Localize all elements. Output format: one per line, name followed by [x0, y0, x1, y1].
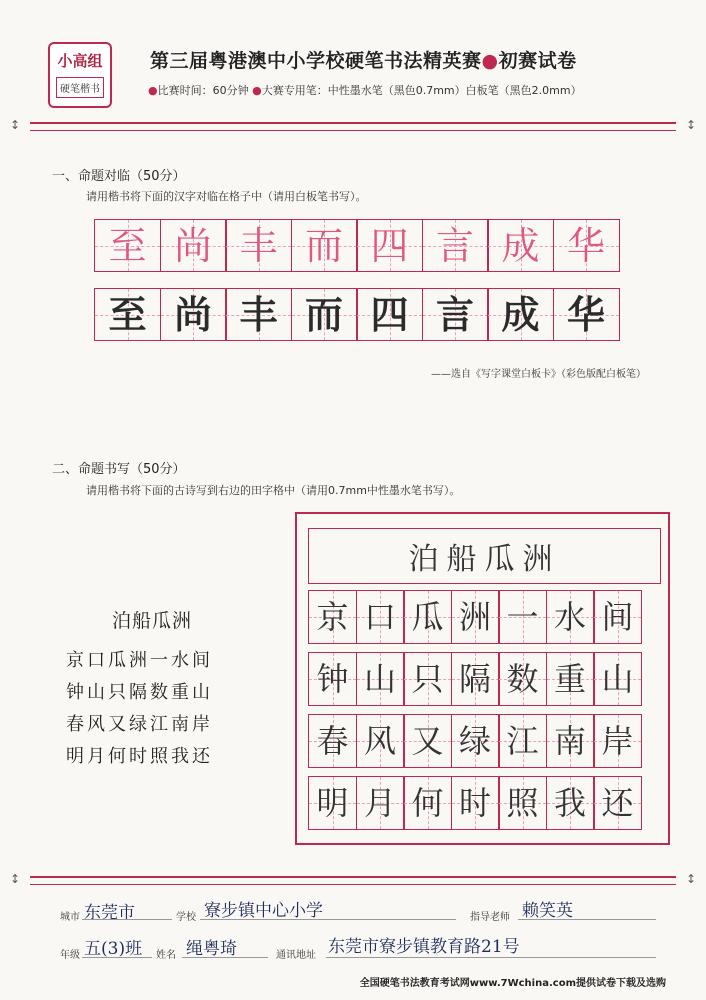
title-main: 第三届粤港澳中小学校硬笔书法精英赛 — [150, 50, 482, 72]
top-divider — [30, 122, 676, 131]
source-note: ——选自《写字课堂白板卡》（彩色版配白板笔） — [431, 369, 646, 380]
written-title: 泊船瓜洲 — [408, 542, 561, 577]
written-cell: 钟 — [308, 652, 357, 706]
written-row — [308, 590, 641, 644]
written-cell: 一 — [498, 590, 547, 644]
copy-cell: 成 — [487, 288, 554, 341]
address-underline — [326, 957, 656, 958]
copy-cell: 华 — [553, 288, 620, 341]
written-cell: 数 — [498, 652, 547, 706]
poem-line: 春风又绿江南岸 — [66, 714, 213, 735]
copy-cell: 四 — [356, 288, 423, 341]
group-badge — [48, 42, 112, 108]
written-cell: 洲 — [451, 590, 500, 644]
model-cell: 华 — [553, 219, 620, 272]
grade-value: 五(3)班 — [84, 939, 143, 959]
teacher-label: 指导老师 — [470, 912, 510, 923]
badge-group: 小高组 — [57, 52, 103, 70]
written-cell: 山 — [593, 652, 642, 706]
school-value: 寮步镇中心小学 — [204, 901, 323, 921]
name-underline — [182, 957, 268, 958]
grade-label: 年级 — [60, 950, 80, 961]
written-cell: 还 — [593, 776, 642, 830]
written-cell: 水 — [546, 590, 595, 644]
teacher-underline — [518, 919, 656, 920]
subtitle-pen: 大赛专用笔：中性墨水笔（黑色0.7mm）白板笔（黑色2.0mm） — [261, 84, 582, 97]
written-title-box — [308, 528, 661, 584]
written-cell: 间 — [593, 590, 642, 644]
poem-line: 京口瓜洲一水间 — [66, 650, 213, 671]
written-cell: 南 — [546, 714, 595, 768]
written-row — [308, 714, 641, 768]
teacher-value: 赖笑英 — [522, 901, 573, 921]
written-cell: 风 — [356, 714, 405, 768]
subtitle-time: 比赛时间：60分钟 — [157, 84, 249, 97]
section2-title: 二、命题书写（50分） — [52, 462, 186, 477]
section1-instruction: 请用楷书将下面的汉字对临在格子中（请用白板笔书写）。 — [86, 190, 367, 203]
name-label: 姓名 — [156, 950, 176, 961]
poem-line: 钟山只隔数重山 — [66, 682, 213, 703]
address-value: 东莞市寮步镇教育路21号 — [328, 937, 520, 957]
copy-char-row — [94, 288, 618, 341]
written-cell: 重 — [546, 652, 595, 706]
copy-cell: 而 — [291, 288, 358, 341]
written-cell: 隔 — [451, 652, 500, 706]
model-cell: 四 — [356, 219, 423, 272]
written-cell: 京 — [308, 590, 357, 644]
written-cell: 时 — [451, 776, 500, 830]
poem-title: 泊船瓜洲 — [112, 610, 193, 632]
grade-underline — [82, 957, 152, 958]
ornament-left-icon: ↕ — [10, 872, 21, 886]
city-underline — [82, 919, 172, 920]
school-underline — [200, 919, 456, 920]
written-cell: 口 — [356, 590, 405, 644]
written-cell: 月 — [356, 776, 405, 830]
written-cell: 瓜 — [403, 590, 452, 644]
ornament-right-icon: ↕ — [685, 872, 696, 886]
credit-footer: 全国硬笔书法教育考试网www.7Wchina.com提供试卷下载及选购 — [359, 978, 666, 989]
model-cell: 成 — [487, 219, 554, 272]
written-cell: 我 — [546, 776, 595, 830]
written-row — [308, 652, 641, 706]
bottom-divider — [30, 876, 676, 885]
written-cell: 岸 — [593, 714, 642, 768]
written-cell: 江 — [498, 714, 547, 768]
ornament-left-icon: ↕ — [10, 118, 21, 132]
poem-line: 明月何时照我还 — [66, 746, 213, 767]
written-row — [308, 776, 641, 830]
written-cell: 何 — [403, 776, 452, 830]
written-cell: 绿 — [451, 714, 500, 768]
subtitle — [148, 82, 582, 98]
badge-sub: 硬笔楷书 — [56, 77, 104, 98]
copy-cell: 尚 — [160, 288, 227, 341]
written-cell: 山 — [356, 652, 405, 706]
title-dot: ● — [481, 50, 499, 72]
model-char-row — [94, 219, 618, 272]
section2-instruction: 请用楷书将下面的古诗写到右边的田字格中（请用0.7mm中性墨水笔书写）。 — [86, 484, 461, 497]
address-label: 通讯地址 — [276, 950, 316, 961]
written-cell: 明 — [308, 776, 357, 830]
bullet-icon: ● — [148, 84, 158, 97]
written-cell: 只 — [403, 652, 452, 706]
written-cell: 又 — [403, 714, 452, 768]
written-cell: 春 — [308, 714, 357, 768]
name-value: 绳粤琦 — [186, 939, 237, 959]
model-cell: 而 — [291, 219, 358, 272]
school-label: 学校 — [176, 912, 196, 923]
section1-title: 一、命题对临（50分） — [52, 169, 186, 184]
copy-cell: 丰 — [225, 288, 292, 341]
city-label: 城市 — [60, 912, 80, 923]
ornament-right-icon: ↕ — [685, 118, 696, 132]
title-tail: 初赛试卷 — [498, 50, 577, 72]
city-value: 东莞市 — [84, 903, 135, 923]
model-cell: 至 — [94, 219, 161, 272]
bullet-icon: ● — [252, 84, 262, 97]
model-cell: 丰 — [225, 219, 292, 272]
written-cell: 照 — [498, 776, 547, 830]
model-cell: 尚 — [160, 219, 227, 272]
copy-cell: 言 — [422, 288, 489, 341]
copy-cell: 至 — [94, 288, 161, 341]
page-title — [150, 46, 577, 73]
model-cell: 言 — [422, 219, 489, 272]
